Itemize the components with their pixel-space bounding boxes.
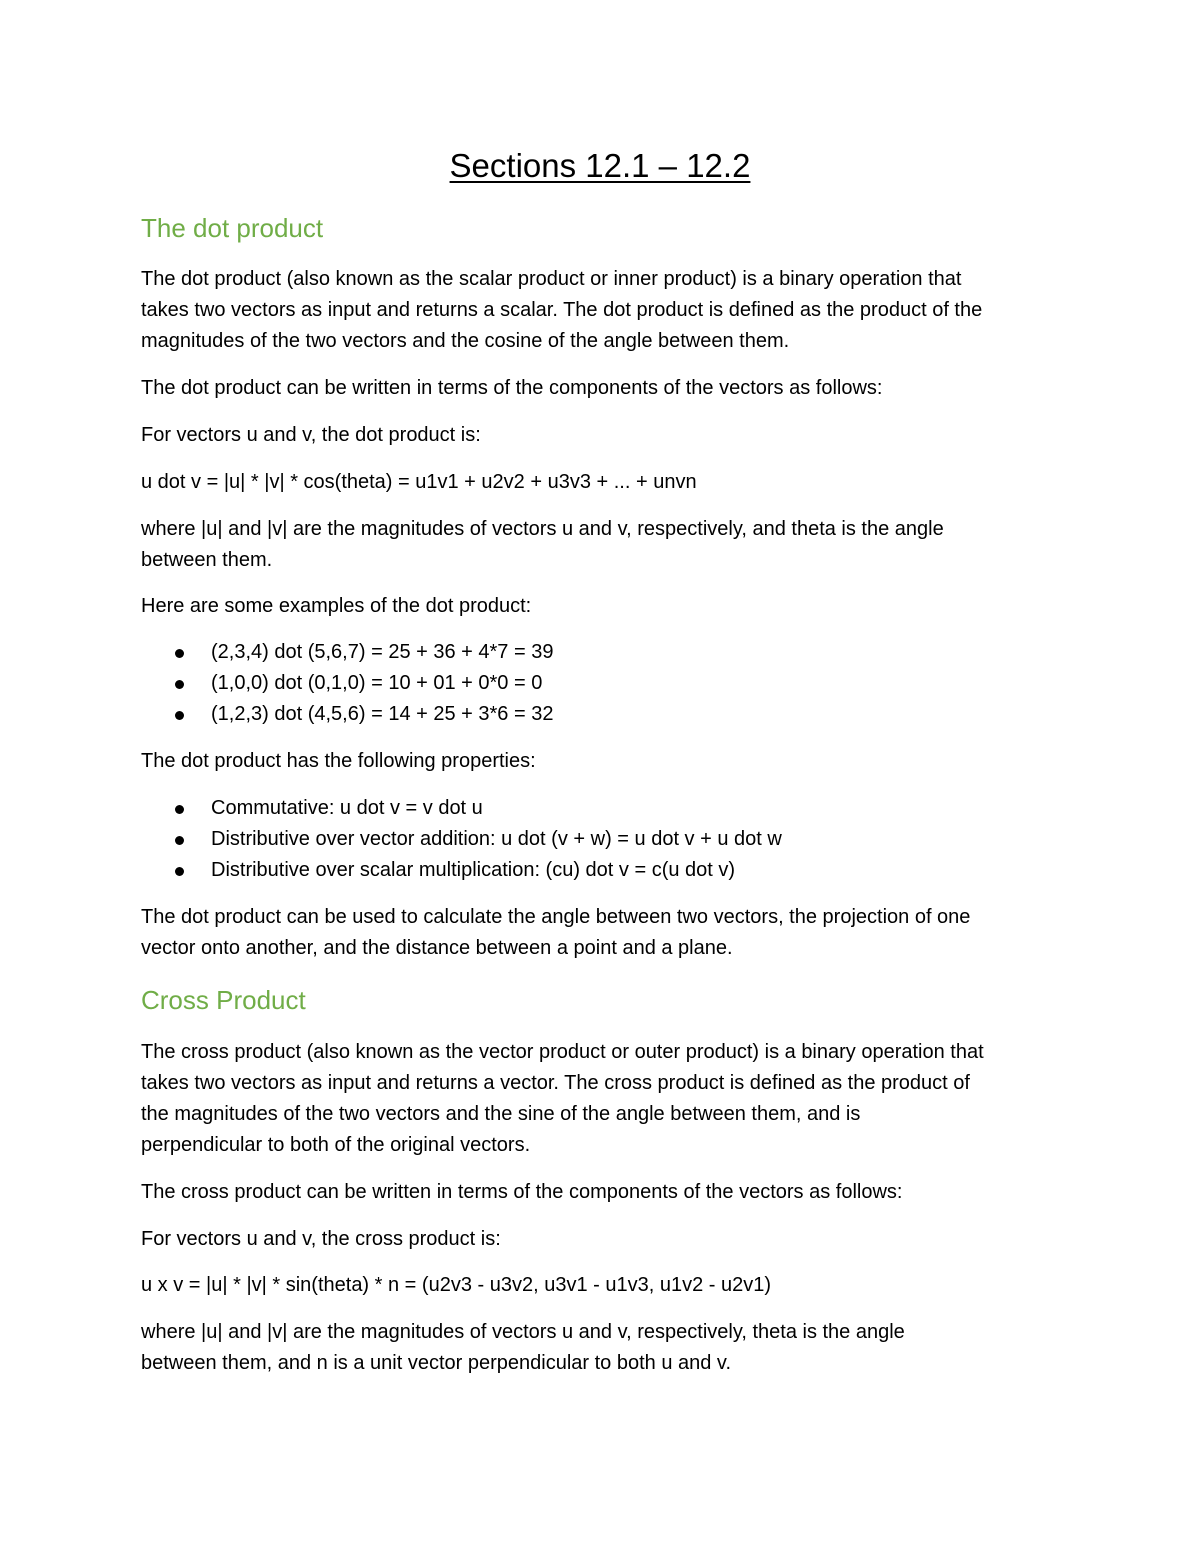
dot-formula: u dot v = |u| * |v| * cos(theta) = u1v1 + u2v2 + u3v3 + ... + unvn bbox=[141, 471, 697, 493]
list-item: (2,3,4) dot (5,6,7) = 25 + 36 + 4*7 = 39 bbox=[141, 637, 1066, 668]
dot-where-line: where |u| and |v| are the magnitudes of vectors u and v, respectively, and theta is the angle bbox=[141, 518, 944, 540]
cross-intro-line: takes two vectors as input and returns a vector. The cross product is defined as the product of bbox=[141, 1072, 970, 1094]
dot-intro-line: The dot product (also known as the scalar product or inner product) is a binary operation that bbox=[141, 268, 962, 290]
dot-for-vectors-text: For vectors u and v, the dot product is: bbox=[141, 424, 481, 446]
dot-uses-line: vector onto another, and the distance between a point and a plane. bbox=[141, 937, 733, 959]
cross-intro-line: perpendicular to both of the original vectors. bbox=[141, 1134, 531, 1156]
list-item: Distributive over vector addition: u dot (v + w) = u dot v + u dot w bbox=[141, 824, 1066, 855]
cross-where-line: where |u| and |v| are the magnitudes of vectors u and v, respectively, theta is the angle bbox=[141, 1321, 905, 1343]
list-item: (1,2,3) dot (4,5,6) = 14 + 25 + 3*6 = 32 bbox=[141, 699, 1066, 730]
cross-product-intro bbox=[141, 1037, 1066, 1161]
cross-for-vectors-text: For vectors u and v, the cross product is: bbox=[141, 1228, 501, 1250]
dot-product-heading: The dot product bbox=[141, 213, 324, 243]
bullet-icon bbox=[175, 836, 184, 845]
dot-product-intro bbox=[141, 264, 1066, 357]
list-item: Commutative: u dot v = v dot u bbox=[141, 793, 1066, 824]
cross-product-heading: Cross Product bbox=[141, 985, 306, 1015]
cross-components-text: The cross product can be written in terms of the components of the vectors as follows: bbox=[141, 1181, 903, 1203]
dot-examples-intro: Here are some examples of the dot product: bbox=[141, 595, 532, 617]
dot-intro-line: takes two vectors as input and returns a scalar. The dot product is defined as the product of the bbox=[141, 299, 983, 321]
bullet-icon bbox=[175, 805, 184, 814]
cross-where-line: between them, and n is a unit vector perpendicular to both u and v. bbox=[141, 1352, 731, 1374]
dot-components-text: The dot product can be written in terms of the components of the vectors as follows: bbox=[141, 377, 883, 399]
bullet-icon bbox=[175, 680, 184, 689]
dot-uses-text bbox=[141, 902, 1066, 964]
dot-examples-list bbox=[141, 637, 1066, 730]
dot-where-text bbox=[141, 514, 1066, 576]
page-title: Sections 12.1 – 12.2 bbox=[449, 147, 751, 184]
dot-properties-list bbox=[141, 793, 1066, 886]
dot-uses-line: The dot product can be used to calculate the angle between two vectors, the projection of one bbox=[141, 906, 971, 928]
cross-formula: u x v = |u| * |v| * sin(theta) * n = (u2v3 - u3v2, u3v1 - u1v3, u1v2 - u2v1) bbox=[141, 1274, 771, 1296]
bullet-icon bbox=[175, 649, 184, 658]
bullet-icon bbox=[175, 867, 184, 876]
cross-intro-line: the magnitudes of the two vectors and the sine of the angle between them, and is bbox=[141, 1103, 861, 1125]
dot-intro-line: magnitudes of the two vectors and the cosine of the angle between them. bbox=[141, 330, 790, 352]
list-item: (1,0,0) dot (0,1,0) = 10 + 01 + 0*0 = 0 bbox=[141, 668, 1066, 699]
list-item: Distributive over scalar multiplication: (cu) dot v = c(u dot v) bbox=[141, 855, 1066, 886]
dot-where-line: between them. bbox=[141, 549, 273, 571]
cross-intro-line: The cross product (also known as the vector product or outer product) is a binary operation that bbox=[141, 1041, 984, 1063]
bullet-icon bbox=[175, 711, 184, 720]
cross-where-text bbox=[141, 1317, 1066, 1379]
dot-properties-intro: The dot product has the following properties: bbox=[141, 750, 536, 772]
